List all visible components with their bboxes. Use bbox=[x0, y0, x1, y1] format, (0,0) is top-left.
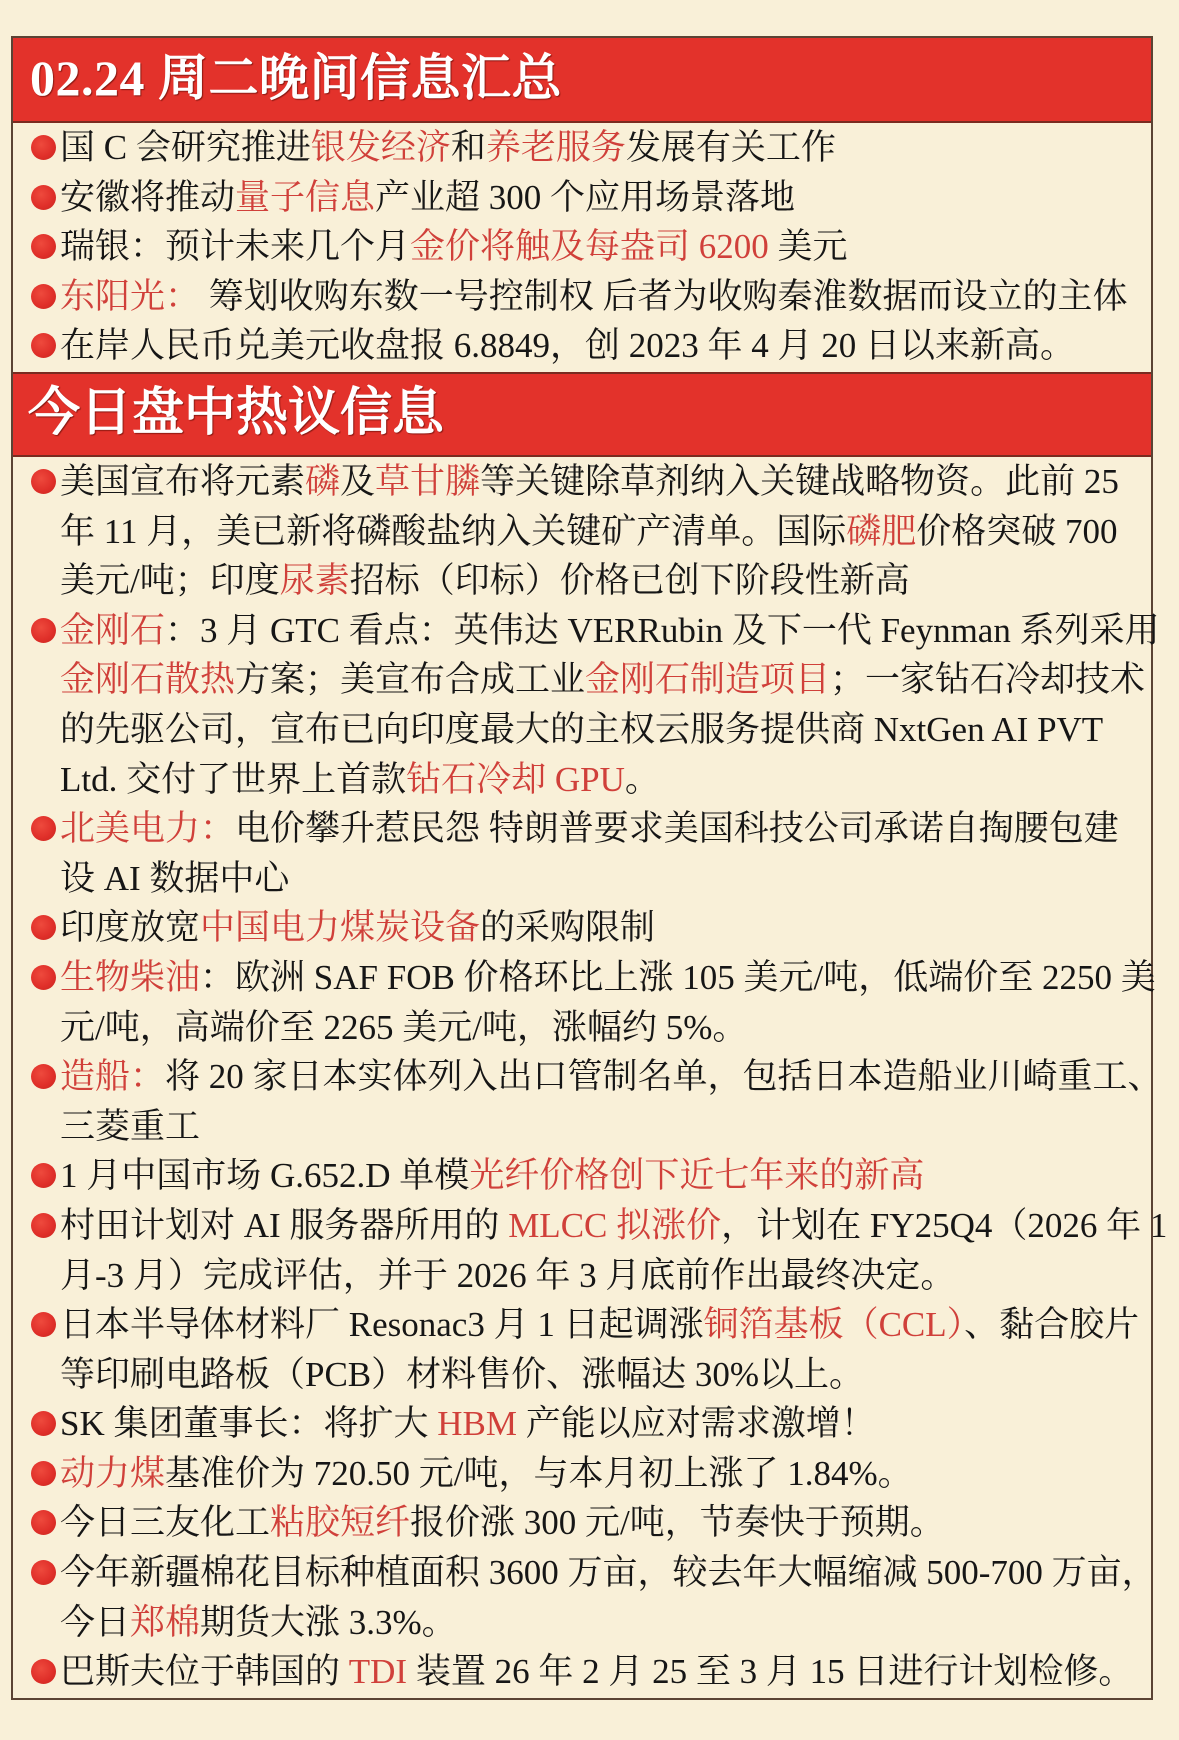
body-text: 产业超 300 个应用场景落地 bbox=[375, 177, 796, 217]
evening-summary-header bbox=[13, 38, 1151, 123]
body-text: 。 bbox=[624, 759, 660, 799]
bullet-icon bbox=[31, 234, 56, 259]
body-text: 将 20 家日本实体列入出口管制名单，包括日本造船业川崎重工、 bbox=[165, 1057, 1163, 1097]
news-item bbox=[13, 903, 1151, 953]
highlight-text: 磷肥 bbox=[846, 511, 917, 551]
intraday-topics-title: 今日盘中热议信息 bbox=[28, 385, 445, 442]
body-text: 等印刷电路板（PCB）材料售价、涨幅达 30%以上。 bbox=[60, 1354, 865, 1394]
body-text: 筹划收购东数一号控制权 后者为收购秦淮数据而设立的主体 bbox=[200, 276, 1128, 316]
body-text: 巴斯夫位于韩国的 bbox=[60, 1652, 349, 1692]
body-text: 日本半导体材料厂 Resonac3 月 1 日起调涨 bbox=[60, 1305, 704, 1345]
bullet-icon bbox=[31, 965, 56, 990]
body-text: ：3 月 GTC 看点：英伟达 VERRubin 及下一代 Feynman 系列采用 bbox=[165, 610, 1160, 650]
body-text: 装置 26 年 2 月 25 至 3 月 15 日进行计划检修。 bbox=[407, 1652, 1134, 1692]
news-item bbox=[13, 1449, 1151, 1499]
body-text: 电价攀升惹民怨 特朗普要求美国科技公司承诺自掏腰包建 bbox=[235, 809, 1119, 849]
highlight-text: HBM bbox=[437, 1404, 517, 1444]
body-text: ；一家钻石冷却技术 bbox=[830, 660, 1146, 700]
body-text: 期货大涨 3.3%。 bbox=[200, 1602, 457, 1642]
body-text: 报价涨 300 元/吨，节奏快于预期。 bbox=[410, 1503, 945, 1543]
body-text: 年 11 月，美已新将磷酸盐纳入关键矿产清单。国际 bbox=[60, 511, 847, 551]
body-text: 安徽将推动 bbox=[60, 177, 236, 217]
bullet-icon bbox=[31, 469, 56, 494]
bullet-icon bbox=[31, 1461, 56, 1486]
body-text: ：欧洲 SAF FOB 价格环比上涨 105 美元/吨，低端价至 2250 美 bbox=[200, 957, 1156, 997]
item-line bbox=[60, 321, 1151, 371]
body-text: 印度放宽 bbox=[60, 908, 201, 948]
news-item bbox=[13, 1498, 1151, 1548]
bullet-icon bbox=[31, 135, 56, 160]
body-text: 方案；美宣布合成工业 bbox=[235, 660, 586, 700]
item-line bbox=[60, 457, 1151, 507]
item-line bbox=[60, 1498, 1151, 1548]
body-text: 美元 bbox=[768, 227, 848, 267]
highlight-text: 金刚石制造项目 bbox=[585, 660, 831, 700]
body-text: 1 月中国市场 G.652.D 单模 bbox=[60, 1156, 470, 1196]
item-line bbox=[60, 1548, 1157, 1598]
item-line bbox=[60, 123, 1151, 173]
item-line bbox=[60, 173, 1151, 223]
highlight-text: 粘胶短纤 bbox=[270, 1503, 411, 1543]
bullet-icon bbox=[31, 1064, 56, 1089]
bullet-icon bbox=[31, 915, 56, 940]
body-text: 产能以应对需求激增！ bbox=[517, 1404, 876, 1444]
highlight-text: 钻石冷却 GPU bbox=[406, 759, 625, 799]
body-text: 基准价为 720.50 元/吨，与本月初上涨了 1.84%。 bbox=[165, 1453, 913, 1493]
body-text: 今年新疆棉花目标种植面积 3600 万亩，较去年大幅缩减 500-700 万亩， bbox=[60, 1553, 1157, 1593]
highlight-text: 金刚石散热 bbox=[60, 660, 236, 700]
body-text: 元/吨，高端价至 2265 美元/吨，涨幅约 5%。 bbox=[60, 1007, 748, 1047]
item-line bbox=[60, 804, 1151, 854]
body-text: 今日 bbox=[60, 1602, 131, 1642]
news-item bbox=[13, 173, 1151, 223]
item-line bbox=[60, 222, 1151, 272]
body-text: 国 C 会研究推进 bbox=[60, 128, 311, 167]
body-text: 瑞银：预计未来几个月 bbox=[60, 227, 411, 267]
news-item bbox=[13, 123, 1151, 173]
body-text: 价格突破 700 bbox=[916, 511, 1118, 551]
item-line bbox=[60, 1449, 1151, 1499]
highlight-text: 金价将触及每盎司 6200 bbox=[410, 227, 769, 267]
highlight-text: MLCC 拟涨价 bbox=[508, 1205, 722, 1245]
bullet-icon bbox=[31, 1163, 56, 1188]
body-text: SK 集团董事长：将扩大 bbox=[60, 1404, 438, 1444]
item-line bbox=[60, 606, 1160, 656]
bullet-icon bbox=[31, 1411, 56, 1436]
highlight-text: 北美电力： bbox=[60, 809, 236, 849]
bullet-icon bbox=[31, 333, 56, 358]
evening-summary-list bbox=[13, 123, 1151, 372]
body-text: 今日三友化工 bbox=[60, 1503, 271, 1543]
bullet-icon bbox=[31, 1213, 56, 1238]
body-text: 美国宣布将元素 bbox=[60, 462, 306, 501]
highlight-text: 银发经济 bbox=[310, 128, 451, 167]
bullet-icon bbox=[31, 1312, 56, 1337]
highlight-text: 中国电力煤炭设备 bbox=[200, 908, 481, 948]
news-item bbox=[13, 953, 1156, 1052]
news-item bbox=[13, 1300, 1151, 1399]
news-item bbox=[13, 1052, 1163, 1151]
bullet-icon bbox=[31, 618, 56, 643]
body-text: 等关键除草剂纳入关键战略物资。此前 25 bbox=[480, 462, 1119, 501]
body-text: 设 AI 数据中心 bbox=[60, 858, 290, 898]
body-text: 的采购限制 bbox=[480, 908, 656, 948]
news-item bbox=[13, 1647, 1151, 1697]
item-line bbox=[60, 556, 1151, 606]
news-item bbox=[13, 606, 1160, 804]
item-line bbox=[60, 1003, 1151, 1053]
body-text: ，计划在 FY25Q4（2026 年 1 bbox=[721, 1205, 1168, 1245]
highlight-text: 草甘膦 bbox=[375, 462, 481, 501]
highlight-text: 量子信息 bbox=[235, 177, 376, 217]
body-text: 三菱重工 bbox=[60, 1106, 201, 1146]
item-line bbox=[60, 272, 1151, 322]
highlight-text: 光纤价格创下近七年来的新高 bbox=[469, 1156, 925, 1196]
body-text: 村田计划对 AI 服务器所用的 bbox=[60, 1205, 509, 1245]
news-item bbox=[13, 1399, 1151, 1449]
highlight-text: 磷 bbox=[305, 462, 341, 501]
news-item bbox=[13, 457, 1151, 606]
bullet-icon bbox=[31, 1560, 56, 1585]
news-item bbox=[13, 222, 1151, 272]
body-text: 及 bbox=[340, 462, 376, 501]
item-line bbox=[60, 755, 1151, 805]
news-item bbox=[13, 321, 1151, 371]
item-line bbox=[60, 1300, 1151, 1350]
item-line bbox=[60, 1201, 1168, 1251]
body-text: 和 bbox=[450, 128, 486, 167]
news-item bbox=[13, 1151, 1151, 1201]
bullet-icon bbox=[31, 1659, 56, 1684]
news-item bbox=[13, 1548, 1157, 1647]
item-line bbox=[60, 903, 1151, 953]
highlight-text: 生物柴油 bbox=[60, 957, 201, 997]
item-line bbox=[60, 1647, 1151, 1697]
item-line bbox=[60, 1350, 1151, 1400]
item-line bbox=[60, 1151, 1151, 1201]
body-text: 招标（印标）价格已创下阶段性新高 bbox=[349, 561, 910, 601]
item-line bbox=[60, 655, 1151, 705]
item-line bbox=[60, 1251, 1151, 1301]
highlight-text: TDI bbox=[348, 1652, 408, 1692]
news-item bbox=[13, 804, 1151, 903]
bullet-icon bbox=[31, 185, 56, 210]
body-text: 月-3 月）完成评估，并于 2026 年 3 月底前作出最终决定。 bbox=[60, 1255, 956, 1295]
item-line bbox=[60, 507, 1151, 557]
body-text: 、黏合胶片 bbox=[964, 1305, 1140, 1345]
body-text: 美元/吨；印度 bbox=[60, 561, 280, 601]
evening-summary-title: 02.24 周二晚间信息汇总 bbox=[30, 50, 562, 106]
item-line bbox=[60, 1052, 1163, 1102]
intraday-topics-header bbox=[13, 372, 1151, 457]
highlight-text: 东阳光： bbox=[60, 276, 201, 316]
intraday-topics-list bbox=[13, 457, 1168, 1697]
item-line bbox=[60, 1102, 1151, 1152]
body-text: 在岸人民币兑美元收盘报 6.8849，创 2023 年 4 月 20 日以来新高。 bbox=[60, 326, 1076, 366]
news-item bbox=[13, 1201, 1168, 1300]
highlight-text: 尿素 bbox=[279, 561, 350, 601]
item-line bbox=[60, 953, 1156, 1003]
highlight-text: 造船： bbox=[60, 1057, 166, 1097]
bullet-icon bbox=[31, 284, 56, 309]
news-item bbox=[13, 272, 1151, 322]
item-line bbox=[60, 705, 1151, 755]
highlight-text: 郑棉 bbox=[130, 1602, 201, 1642]
body-text: 发展有关工作 bbox=[625, 128, 836, 167]
news-board bbox=[11, 36, 1168, 1700]
body-text: 的先驱公司，宣布已向印度最大的主权云服务提供商 NxtGen AI PVT bbox=[60, 709, 1104, 749]
item-line bbox=[60, 1399, 1151, 1449]
highlight-text: 铜箔基板（CCL） bbox=[703, 1305, 965, 1345]
highlight-text: 金刚石 bbox=[60, 610, 166, 650]
bullet-icon bbox=[31, 816, 56, 841]
bullet-icon bbox=[31, 1510, 56, 1535]
highlight-text: 养老服务 bbox=[485, 128, 626, 167]
item-line bbox=[60, 1598, 1151, 1648]
body-text: Ltd. 交付了世界上首款 bbox=[60, 759, 407, 799]
highlight-text: 动力煤 bbox=[60, 1453, 166, 1493]
item-line bbox=[60, 854, 1151, 904]
